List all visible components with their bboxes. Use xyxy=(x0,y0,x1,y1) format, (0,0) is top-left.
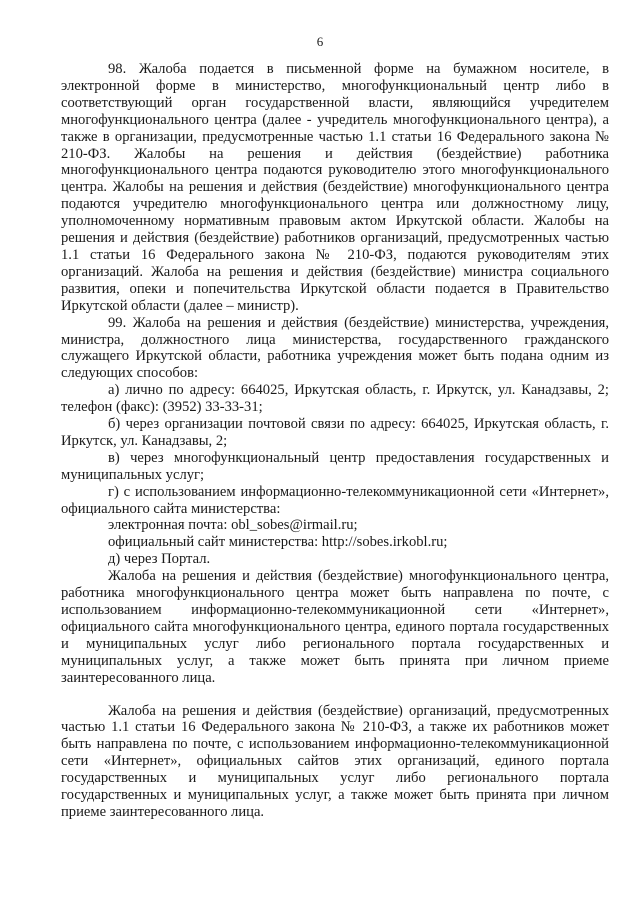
paragraph-99: 99. Жалоба на решения и действия (бездействие) министерства, учреждения, министра, должностного лица министерства, государственного гражданского служащего Иркутской области, работника учреждения может быть подана одним из следующих способов: xyxy=(61,314,609,382)
method-portal: д) через Портал. xyxy=(108,551,211,568)
paragraph-98: 98. Жалоба подается в письменной форме на бумажном носителе, в электронной форме в министерство, многофункциональный центр либо в соответствующий орган государственной власти, являющийся учредителем многофункционального центра (далее - учредитель многофункционального центра), а также в организации, предусмотренные частью 1.1 статьи 16 Федерального закона № 210-ФЗ. Жалобы на решения и действия (бездействие) работника многофункционального центра подаются руководителю этого многофункционального центра. Жалобы на решения и действия (бездействие) многофункционального центра подаются учредителю многофункционального центра или должностному лицу, уполномоченному нормативным правовым актом Иркутской области. Жалобы на решения и действия (бездействие) работников организаций, предусмотренных частью 1.1 статьи 16 Федерального закона № 210-ФЗ, подаются руководителям этих организаций. Жалоба на решения и действия (бездействие) министра социального развития, опеки и попечительства Иркутской области подается в Правительство Иркутской области (далее – министр). xyxy=(61,61,609,314)
website-line: официальный сайт министерства: http://sobes.irkobl.ru; xyxy=(108,534,448,551)
method-internet: г) с использованием информационно-телекоммуникационной сети «Интернет», официального сайта министерства: xyxy=(61,483,609,517)
method-in-person: а) лично по адресу: 664025, Иркутская область, г. Иркутск, ул. Канадзавы, 2; телефон (факс): (3952) 33-33-31; xyxy=(61,382,609,416)
method-post: б) через организации почтовой связи по адресу: 664025, Иркутская область, г. Иркутск, ул. Канадзавы, 2; xyxy=(61,416,609,449)
paragraph-mfc-complaint: Жалоба на решения и действия (бездействие) многофункционального центра, работника многофункционального центра может быть направлена по почте, с использованием информационно-телекоммуникационной сети «Интернет», официального сайта многофункционального центра, единого портала государственных и муниципальных услуг либо регионального портала государственных и муниципальных услуг, а также может быть принята при личном приеме заинтересованного лица. xyxy=(61,568,609,686)
email-line: электронная почта: obl_sobes@irmail.ru; xyxy=(108,517,358,534)
page-number: 6 xyxy=(316,34,324,49)
method-mfc: в) через многофункциональный центр предоставления государственных и муниципальных услуг; xyxy=(61,449,609,483)
paragraph-organizations-complaint: Жалоба на решения и действия (бездействие) организаций, предусмотренных частью 1.1 статьи 16 Федерального закона № 210-ФЗ, а также их работников может быть направлена по почте, с использованием информационно-телекоммуникационной сети «Интернет», официальных сайтов этих организаций, единого портала государственных и муниципальных услуг либо регионального портала государственных и муниципальных услуг, а также может быть принята при личном приеме заинтересованного лица. xyxy=(61,702,609,820)
document-body xyxy=(61,61,609,821)
